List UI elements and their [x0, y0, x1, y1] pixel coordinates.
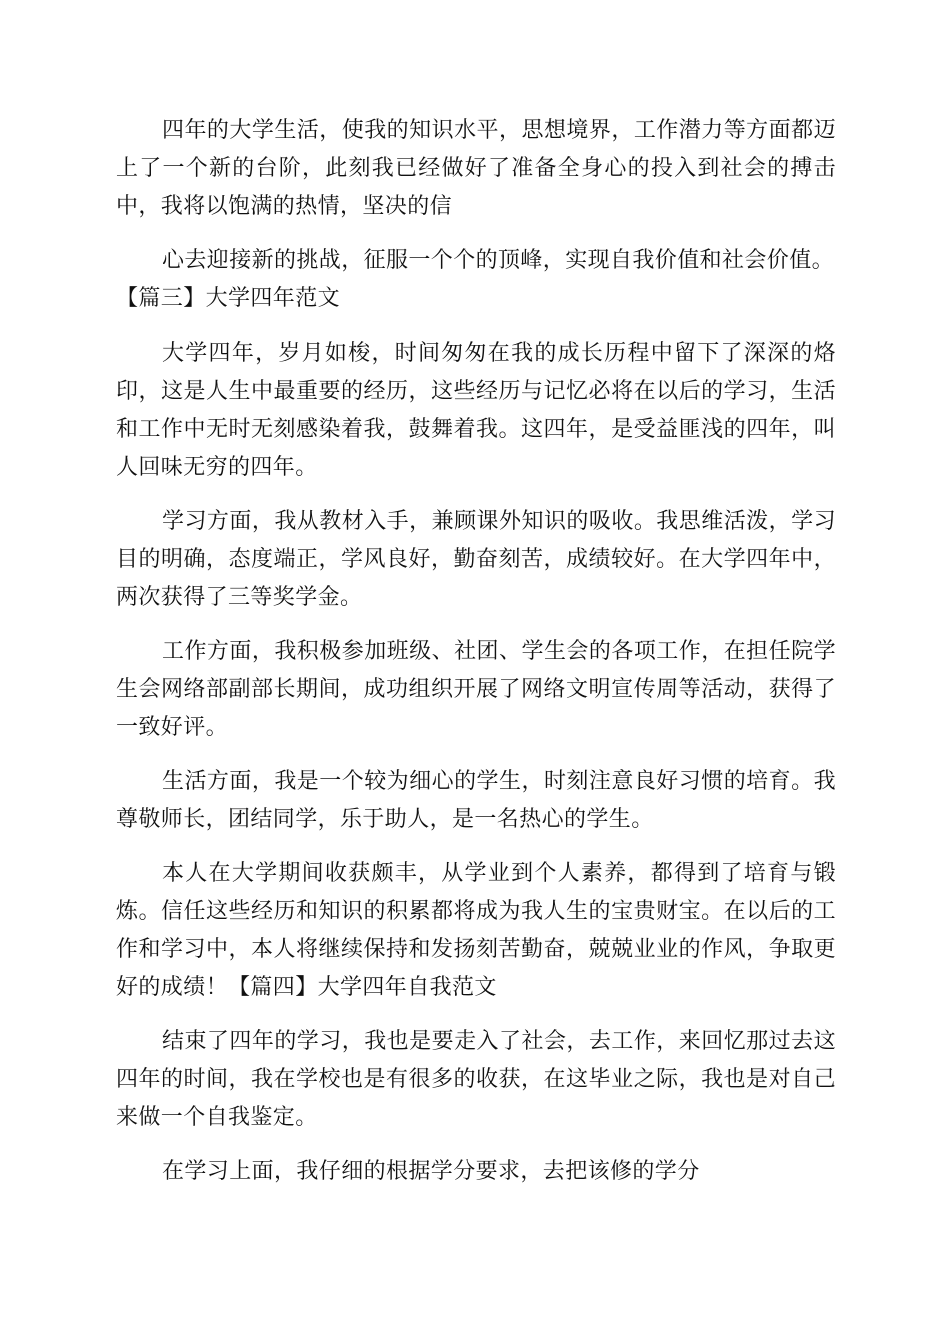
paragraph-5: 工作方面，我积极参加班级、社团、学生会的各项工作，在担任院学生会网络部副部长期间，成功组织开展了网络文明宣传周等活动，获得了一致好评。: [116, 639, 836, 740]
paragraph-8: 结束了四年的学习，我也是要走入了社会，去工作，来回忆那过去这四年的时间，我在学校也是有很多的收获，在这毕业之际，我也是对自己来做一个自我鉴定。: [116, 1029, 836, 1130]
section-heading-3: 【篇三】大学四年范文: [116, 286, 341, 311]
paragraph-2: 心去迎接新的挑战，征服一个个的顶峰，实现自我价值和社会价值。: [162, 248, 835, 273]
paragraph-7: 本人在大学期间收获颇丰，从学业到个人素养，都得到了培育与锻炼。信任这些经历和知识的积累都将成为我人生的宝贵财宝。在以后的工作和学习中，本人将继续保持和发扬刻苦勤奋，兢兢业业的作风，争取更好的成绩！【篇四】大学四年自我范文: [116, 861, 836, 1000]
paragraph-3: 大学四年，岁月如梭，时间匆匆在我的成长历程中留下了深深的烙印，这是人生中最重要的经历，这些经历与记忆必将在以后的学习，生活和工作中无时无刻感染着我，鼓舞着我。这四年，是受益匪浅的四年，叫人回味无穷的四年。: [116, 341, 836, 480]
paragraph-9: 在学习上面，我仔细的根据学分要求，去把该修的学分: [162, 1159, 700, 1184]
paragraph-6: 生活方面，我是一个较为细心的学生，时刻注意良好习惯的培育。我尊敬师长，团结同学，乐于助人，是一名热心的学生。: [116, 769, 836, 832]
paragraph-1: 四年的大学生活，使我的知识水平，思想境界，工作潜力等方面都迈上了一个新的台阶，此刻我已经做好了准备全身心的投入到社会的搏击中，我将以饱满的热情，坚决的信: [116, 118, 836, 219]
paragraph-4: 学习方面，我从教材入手，兼顾课外知识的吸收。我思维活泼，学习目的明确，态度端正，学风良好，勤奋刻苦，成绩较好。在大学四年中，两次获得了三等奖学金。: [116, 509, 836, 610]
